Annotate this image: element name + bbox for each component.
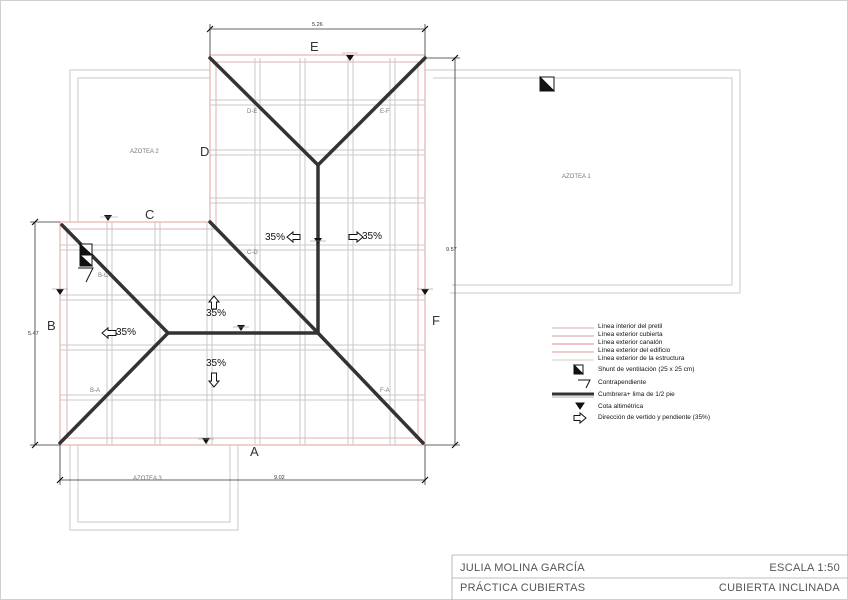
legend-item-2: Línea exterior canalón (598, 339, 663, 346)
hip-label-ba: B-A (90, 388, 101, 394)
dimension-left: 5.47 (28, 331, 39, 337)
legend-item-4: Línea exterior de la estructura (598, 355, 685, 362)
title-author: JULIA MOLINA GARCÍA (460, 562, 585, 574)
side-label-c: C (145, 207, 155, 222)
slope-label-2: 35% (362, 231, 383, 242)
legend-item-6: Contrapendiente (598, 379, 647, 386)
azotea3-label: AZOTEA 3 (133, 476, 162, 482)
dimension-top: 5.26 (312, 22, 323, 28)
legend-item-9: Dirección de vertido y pendiente (35%) (598, 414, 711, 421)
hip-label-cd: C-D (247, 250, 258, 256)
ventilation-shunt-azotea1 (540, 77, 554, 91)
side-label-f: F (432, 313, 440, 328)
slope-arrows (102, 232, 363, 387)
hip-label-bc: B-C (98, 273, 109, 279)
side-label-d: D (200, 144, 210, 159)
hip-label-de: D-E (247, 109, 258, 115)
hip-label-fa: F-A (380, 388, 390, 394)
azotea1-label: AZOTEA 1 (562, 174, 591, 180)
side-label-e: E (310, 39, 319, 54)
legend-item-1: Línea exterior cubierta (598, 331, 663, 338)
hip-label-ef: E-F (380, 109, 390, 115)
legend-line-samples (552, 328, 594, 360)
legend-symbols (552, 365, 594, 423)
ventilation-shunt-west (80, 244, 92, 266)
azotea2-label: AZOTEA 2 (130, 149, 159, 155)
title-drawing: CUBIERTA INCLINADA (718, 582, 840, 594)
dimension-right: 9.57 (446, 247, 457, 253)
slope-label-4: 35% (206, 308, 227, 319)
level-marker-ticks (52, 53, 433, 439)
legend-item-3: Línea exterior del edificio (598, 347, 671, 354)
legend-item-0: Línea interior del pretil (598, 323, 663, 330)
slope-label-3: 35% (116, 327, 137, 338)
legend-item-5: Shunt de ventilación (25 x 25 cm) (598, 366, 695, 373)
legend-item-8: Cota altimétrica (598, 403, 644, 410)
slope-label-1: 35% (265, 232, 286, 243)
counter-slope-mark (78, 268, 93, 282)
side-label-a: A (250, 444, 259, 459)
title-subject: PRÁCTICA CUBIERTAS (460, 582, 586, 594)
slope-label-5: 35% (206, 358, 227, 369)
title-scale: ESCALA 1:50 (769, 562, 840, 574)
legend-item-7: Cumbrera+ lima de 1/2 pie (598, 391, 675, 398)
side-label-b: B (47, 318, 56, 333)
dimension-bottom: 9.02 (274, 475, 285, 481)
